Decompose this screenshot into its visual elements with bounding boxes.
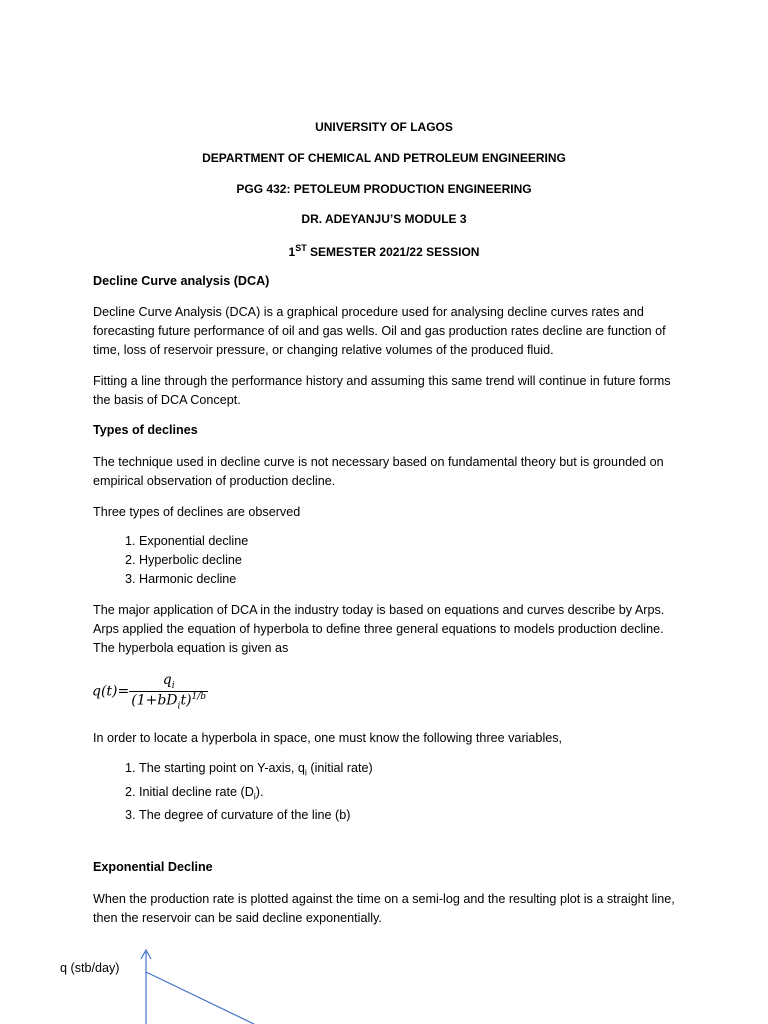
types-paragraph-1: The technique used in decline curve is not necessary based on fundamental theory but is grounded on empirical observation of production decline. [93, 455, 664, 488]
semester-text: SEMESTER 2021/22 SESSION [306, 245, 480, 259]
list-item: 3. Harmonic decline [139, 570, 248, 589]
denominator-pre: (1+bD [131, 692, 178, 709]
types-paragraph-2: Three types of declines are observed [93, 505, 301, 519]
dca-heading: Decline Curve analysis (DCA) [93, 274, 270, 288]
equation-lhs: q(t)= [92, 683, 130, 700]
numerator-subscript: i [171, 680, 175, 691]
numerator-symbol: q [162, 672, 172, 688]
semester-number: 1 [288, 245, 296, 259]
locate-paragraph: In order to locate a hyperbola in space, one must know the following three variables, [93, 731, 563, 745]
list-item: 2. Hyperbolic decline [139, 551, 248, 570]
types-heading: Types of declines [93, 423, 198, 437]
item-text: Initial decline rate (D [139, 784, 254, 799]
item-text: ). [255, 784, 264, 799]
decline-curve-line [146, 972, 254, 1024]
dca-paragraph-2: Fitting a line through the performance history and assuming this same trend will continue in future forms the basis of DCA Concept. [93, 374, 671, 407]
exponential-paragraph: When the production rate is plotted against the time on a semi-log and the resulting plot is a straight line, then the reservoir can be said decline exponentially. [93, 892, 675, 925]
dca-paragraph-1: Decline Curve Analysis (DCA) is a graphical procedure used for analysing decline curves rates and forecasting future performance of oil and gas wells. Oil and gas production rates decline are function of time, loss of reservoir pressure, or changing relative volumes of the produced fluid. [93, 305, 666, 357]
y-axis-label: q (stb/day) [60, 961, 120, 975]
arps-paragraph: The major application of DCA in the industry today is based on equations and curves describe by Arps. Arps applied the equation of hyperbola to define three general equations to models production decline. The hyperbola equation is given as [93, 603, 665, 655]
denominator-exponent: 1/b [191, 691, 207, 702]
item-text: (initial rate) [306, 761, 373, 775]
item-subscript: i [304, 767, 307, 778]
item-text: The starting point on Y-axis, q [139, 761, 305, 775]
semester-ordinal: ST [295, 243, 307, 253]
denominator-subscript: i [177, 701, 181, 712]
department-title: DEPARTMENT OF CHEMICAL AND PETROLEUM ENGINEERING [202, 151, 566, 165]
item-subscript: i [253, 791, 256, 802]
exponential-heading: Exponential Decline [93, 860, 213, 874]
university-title: UNIVERSITY OF LAGOS [315, 120, 453, 134]
module-title: DR. ADEYANJU’S MODULE 3 [301, 212, 467, 226]
list-item: 3. The degree of curvature of the line (b) [139, 806, 373, 825]
list-item: 1. Exponential decline [139, 532, 248, 551]
denominator-post: t) [180, 692, 192, 709]
course-title: PGG 432: PETOLEUM PRODUCTION ENGINEERING [236, 182, 532, 196]
